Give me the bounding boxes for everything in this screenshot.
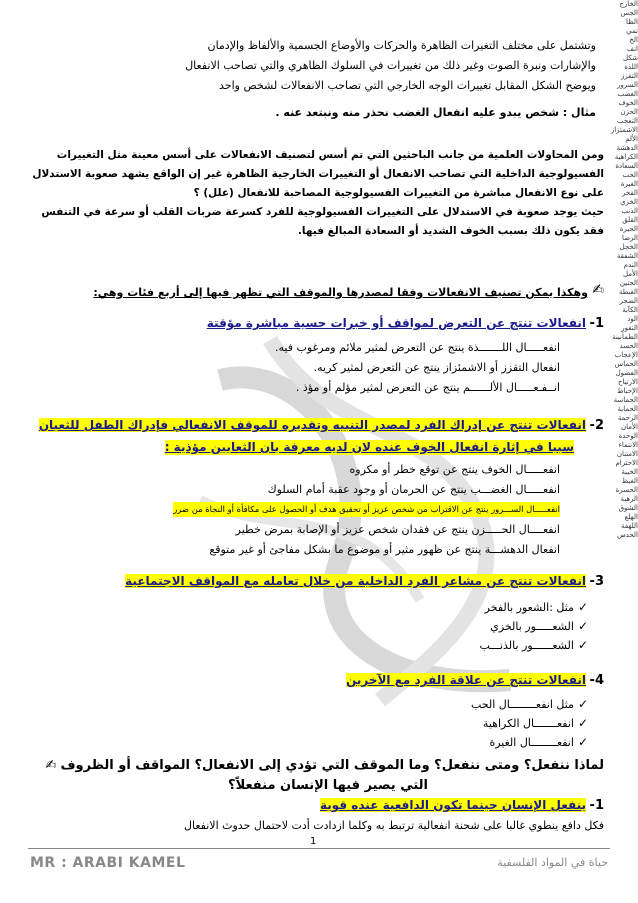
side-fragment: الفخر: [622, 189, 638, 197]
side-fragment: الاشمئزاز: [610, 126, 638, 134]
side-fragment: الحدس: [617, 531, 638, 539]
side-fragment: الرهبة: [620, 495, 638, 503]
question-line: لماذا ننفعل؟ ومتى ننفعل؟ وما الموقف التي تؤدي إلى الانفعال؟ المواقف أو الظروف✍: [45, 758, 604, 773]
author-footer: MR : ARABI KAMEL: [30, 855, 186, 871]
clipped-side-column: [608, 0, 638, 560]
course-footer: حياة في المواد الفلسفية: [497, 856, 608, 869]
side-fragment: الحب: [622, 171, 638, 179]
side-fragment: الوحدة: [618, 432, 638, 440]
difficulty-line: فقد يكون ذلك بسبب الخوف الشديد أو السعادة المبالغ فيها.: [297, 225, 604, 237]
side-fragment: الطمأنينة: [612, 333, 638, 341]
cat1-item: انــفـعـــــال الألــــــم ينتج عن التعرض لمثير مؤلم أو مؤذ .: [295, 381, 560, 394]
difficulty-line: ومن المحاولات العلمية من جانب الباحثين التي تم أسس لتصنيف الانفعالات على أسس معينة مثل التغييرات: [56, 149, 604, 161]
cat1-item: انفعـــــال اللـــــــذة ينتج عن التعرض لمثير ملائم ومرغوب فيه.: [275, 341, 560, 354]
side-fragment: الإعجاب: [614, 351, 638, 359]
side-fragment: تمي: [626, 27, 638, 35]
side-fragment: الغيظ: [621, 477, 638, 485]
side-fragment: السعادة: [615, 162, 638, 170]
side-fragment: الدهشة: [616, 144, 638, 152]
side-fragment: الحيرة: [619, 225, 638, 233]
side-fragment: الحزن: [620, 108, 638, 116]
side-fragment: الحسد: [619, 342, 638, 350]
side-fragment: الحماية: [617, 405, 638, 413]
side-fragment: اللهفة: [621, 522, 638, 530]
cat4-item: ✓مثل انفعــــــــال الحب: [470, 697, 588, 711]
category-3-heading: 3- انفعالات تنتج عن مشاعر الفرد الداخلية من خلال تعامله مع المواقف الاجتماعية: [125, 574, 604, 589]
side-fragment: انف: [626, 45, 638, 53]
side-fragment: الظا: [626, 18, 638, 26]
side-fragment: الندم: [623, 261, 638, 269]
side-fragment: الخ: [629, 36, 638, 44]
cat3-item: ✓الشعــــــور بالذنـــب: [479, 638, 588, 652]
pen-icon: ✍: [592, 282, 604, 298]
side-fragment: السرور: [617, 81, 638, 89]
side-fragment: الفضول: [615, 369, 638, 377]
side-fragment: الغبطة: [618, 288, 638, 296]
side-fragment: الاحترام: [615, 459, 638, 467]
check-icon: ✓: [577, 638, 588, 652]
side-fragment: التقزز: [621, 72, 638, 80]
check-icon: ✓: [577, 716, 588, 730]
check-icon: ✓: [577, 735, 588, 749]
side-fragment: الخزي: [620, 198, 638, 206]
side-fragment: الكآبة: [622, 306, 638, 314]
difficulty-line: حيث يوجد صعوبة في الاستدلال على التغييرات الفسيولوجية للفرد كسرعة ضربات القلب أو سرعة في التنفس: [41, 206, 604, 218]
check-icon: ✓: [577, 619, 588, 633]
cat2-item: انفعال الدهشـــة ينتج عن ظهور مثير أو موضوع ما بشكل مفاجئ أو غير متوقع: [209, 543, 560, 556]
cat2-item: انفعــــال الحـــــزن ينتج عن فقدان شخص عزيز أو الإصابة بمرض خطير: [235, 523, 560, 536]
side-fragment: الامتنان: [616, 450, 638, 458]
side-fragment: النفور: [621, 324, 638, 332]
cat4-item: ✓انفعــــــــال الغيرة: [489, 735, 588, 749]
check-icon: ✓: [577, 600, 588, 614]
side-fragment: الذنب: [621, 207, 638, 215]
side-fragment: الشوق: [618, 504, 638, 512]
side-fragment: الغضب: [617, 90, 638, 98]
intro-line: وتشتمل على مختلف التغيرات الظاهرة والحركات والأوضاع الجسمية والألفاظ والإدمان: [207, 39, 596, 52]
side-fragment: اللذة: [624, 63, 638, 71]
side-fragment: الهلع: [624, 513, 638, 521]
cat1-item: انفعال التقزز أو الاشمئزاز ينتج عن التعرض لمثير كريه.: [313, 361, 560, 374]
side-fragment: الأمل: [623, 270, 638, 278]
side-fragment: الحماس: [614, 360, 638, 368]
side-fragment: الغيرة: [620, 180, 638, 188]
intro-line: ويوضح الشكل المقابل تغييرات الوجه الخارجي التي تصاحب الانفعالات لشخص واحد: [219, 79, 596, 92]
side-fragment: الخارج: [619, 0, 638, 8]
category-2-heading: 2- انفعالات تنتج عن إدراك الفرد لمصدر التنبيه وتقديره للموقف الانفعالي فإدراك الطفل للثعبان: [38, 418, 604, 433]
side-fragment: الأمان: [621, 423, 638, 431]
side-fragment: الحسرة: [615, 486, 638, 494]
side-fragment: الكراهية: [614, 153, 638, 161]
side-fragment: الحنين: [619, 279, 638, 287]
cat3-item: ✓الشعـــــور بالخزي: [490, 619, 588, 633]
side-fragment: الشفقة: [616, 252, 638, 260]
side-fragment: الحماسة: [613, 396, 638, 404]
side-fragment: الخوف: [618, 99, 638, 107]
example-line: مثال : شخص يبدو عليه انفعال الغضب نحذر منه ونبتعد عنه .: [275, 106, 596, 119]
side-fragment: شكل: [622, 54, 638, 62]
difficulty-line: الفسيولوجية الداخلية التي تصاحب الانفعال أو التغييرات الخارجية الظاهرة غير إن الواقع يشهد صعوبة الاستدلال: [32, 168, 604, 180]
category-2-heading-cont: سببا في إثارة انفعال الخوف عنده لان لديه معرفة بان الثعابين مؤذية :: [164, 440, 574, 454]
side-fragment: الألم: [625, 135, 638, 143]
intro-line: والإشارات ونبرة الصوت وغير ذلك من تغييرات في السلوك الظاهري والتي تصاحب الانفعال: [185, 59, 596, 72]
side-fragment: الود: [627, 315, 638, 323]
page-number: 1: [310, 836, 317, 847]
cat3-item: ✓مثل :الشعور بالفخر: [484, 600, 588, 614]
footer-divider: [28, 848, 610, 849]
answer-1-body: فكل دافع ينطوي غالبا على شحنة انفعالية ترتبط به وكلما ازدادت أدت لاحتمال حدوث الانفعال: [184, 819, 604, 832]
check-icon: ✓: [577, 697, 588, 711]
side-fragment: الارتياح: [617, 378, 638, 386]
pen-icon: ✍: [45, 758, 57, 773]
question-line: التي يصير فيها الإنسان منفعلاً؟: [228, 778, 428, 793]
side-fragment: الخجل: [619, 243, 638, 251]
cat2-item: انفعـــــال الخوف ينتج عن توقع خطر أو مكروه: [349, 463, 560, 476]
cat4-item: ✓انفعـــــــال الكراهية: [482, 716, 588, 730]
answer-1-heading: 1- ينفعل الإنسان حينما تكون الدافعية عنده قوية: [319, 798, 604, 813]
side-fragment: القلق: [622, 216, 638, 224]
side-fragment: الانتماء: [618, 441, 638, 449]
cat2-item: انفعـــــال الغضـــب ينتج عن الحرمان أو وجود عقبة أمام السلوك: [267, 483, 560, 496]
category-4-heading: 4- انفعالات تنتج عن علاقة الفرد مع الآخرين: [346, 673, 604, 688]
category-1-heading: 1- انفعالات تنتج عن التعرض لمواقف أو خبرات حسية مباشرة مؤقتة: [206, 316, 604, 331]
side-fragment: الضجر: [619, 297, 638, 305]
side-fragment: الرحمة: [617, 414, 638, 422]
difficulty-line: على نوع الانفعال مباشرة من التغييرات الفسيولوجية المصاحبة للانفعال (علل) ؟: [193, 187, 604, 199]
side-fragment: الإحباط: [617, 387, 638, 395]
classification-intro: وهكذا يمكن تصنيف الانفعالات وفقا لمصدرها والموقف التي تظهر فيها إلى أربع فئات وهي:: [93, 286, 588, 299]
side-fragment: الجس: [620, 9, 638, 17]
side-fragment: الرضا: [621, 234, 638, 242]
cat2-item: انفعـــــال الســـرور ينتج عن الاقتراب من شخص عزيز أو تحقيق هدف أو الحصول على مكافأة أو النجاة من ضرر: [173, 502, 560, 517]
side-fragment: الخيبة: [621, 468, 638, 476]
side-fragment: التعجب: [617, 117, 638, 125]
